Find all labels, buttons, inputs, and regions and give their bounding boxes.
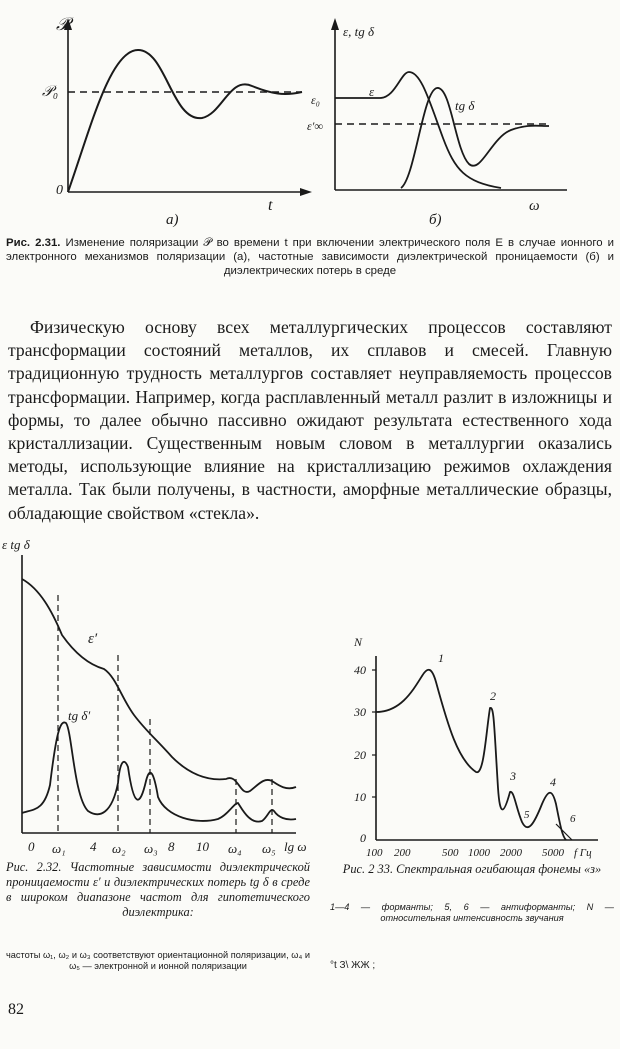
- t-axis-label: t: [268, 197, 273, 214]
- body-paragraph: Физическую основу всех металлургических процессов составляют трансформации состояний металлов, их сплавов и смесей. Главную традиционную трудность металлургов составляет неуправляемость процессов трансформации. Например, когда расплавленный металл разлит в изложницы и формы, то далее обычно пассивно ожидают результата естественного хода кристаллизации. Существенным новым словом в металлургии оказались методы, использующие влияние на кристаллизацию режимов охлаждения металла. Так были получены, в частности, аморфные металлические образцы, обладающие свойством «стекла».: [8, 317, 612, 523]
- caption-number: Рис. 2.31.: [6, 237, 61, 249]
- x-axis-label: lg ω: [284, 839, 307, 854]
- figure-2-33-caption: [330, 862, 614, 877]
- peak-label-6: 6: [570, 813, 576, 825]
- x-tick-w1: ω₁: [52, 841, 66, 856]
- x-tick-2000: 2000: [500, 847, 522, 859]
- p-axis-label: 𝒫: [56, 14, 69, 34]
- x-tick-200: 200: [394, 847, 411, 859]
- x-tick-1000: 1000: [468, 847, 490, 859]
- tgdelta-curve-label: tg δ: [455, 98, 475, 113]
- tgdelta-curve: [401, 88, 549, 188]
- note-text: 1—4 — форманты; 5, 6 — антиформанты; N — относительная интенсивность звучания: [330, 902, 614, 923]
- stray-marks: °t З\ ЖЖ ;: [330, 960, 376, 971]
- note-text: частоты ω₁, ω₂ и ω₃ соответствуют ориентационной поляризации, ω₄ и ω₅ — электронной и ионной поляризации: [6, 950, 310, 971]
- subfigure-b-label: б): [429, 212, 442, 228]
- figure-2-31b: [305, 10, 595, 230]
- caption-text: Изменение поляризации 𝒫 во времени t при включении электрического поля E в случае ионного и электронного механизмов поляризации (а), частотные зависимости диэлектрической проницаемости (б) и диэлектрических потерь в среде: [6, 237, 614, 277]
- epsinf-label: ε′∞: [307, 119, 323, 133]
- figure-2-33: [346, 628, 606, 868]
- y-axis-label: ε tg δ: [2, 537, 30, 552]
- y-tick-0: 0: [360, 831, 366, 845]
- polarization-curve: [68, 50, 302, 192]
- peak-label-5: 5: [524, 809, 530, 821]
- y-tick-10: 10: [354, 790, 366, 804]
- spectral-envelope-curve: [376, 670, 566, 840]
- figure-2-31-caption: [6, 236, 614, 278]
- tgdelta-prime-label: tg δ′: [68, 708, 91, 723]
- epsilon-prime-label: ε′: [88, 631, 98, 647]
- tgdelta-prime-curve: [22, 722, 296, 821]
- x-tick-100: 100: [366, 847, 383, 859]
- x-tick-10: 10: [196, 839, 209, 854]
- figure-2-31a: [40, 10, 320, 230]
- peak-label-4: 4: [550, 775, 556, 789]
- x-tick-w2: ω₂: [112, 841, 126, 856]
- x-tick-w3: ω₃: [144, 841, 158, 856]
- eps0-label: ε₀: [311, 93, 320, 107]
- peak-label-2: 2: [490, 689, 496, 703]
- x-tick-w5: ω₅: [262, 841, 276, 856]
- peak-label-3: 3: [510, 769, 516, 783]
- figure-2-32-note: [6, 950, 310, 972]
- caption-text: Рис. 2 33. Спектральная огибающая фонемы «з»: [342, 862, 602, 876]
- epsilon-curve: [335, 72, 501, 188]
- x-tick-w4: ω₄: [228, 841, 242, 856]
- p0-label: 𝒫₀: [42, 84, 59, 100]
- axis-y-arrow: [331, 18, 339, 30]
- x-tick-4: 4: [90, 839, 97, 854]
- x-tick-8: 8: [168, 839, 175, 854]
- omega-axis-label: ω: [529, 198, 540, 214]
- x-axis-label: f Гц: [574, 847, 592, 859]
- y-axis-label: ε, tg δ: [343, 24, 375, 39]
- y-tick-30: 30: [354, 705, 366, 719]
- figure-2-33-note: [330, 902, 614, 924]
- figure-2-32: [0, 535, 310, 855]
- origin-label: 0: [56, 183, 63, 198]
- caption-text: Рис. 2.32. Частотные зависимости диэлектрической проницаемости ε′ и диэлектрических потерь tg δ в среде в широком диапазоне частот для гипотетического диэлектрика:: [6, 860, 310, 919]
- figure-2-32-caption: [6, 860, 310, 920]
- subfigure-a-label: а): [166, 212, 179, 228]
- epsilon-prime-curve: [22, 579, 296, 792]
- x-tick-0: 0: [28, 839, 35, 854]
- x-tick-500: 500: [442, 847, 459, 859]
- page-number: 82: [8, 1001, 24, 1018]
- epsilon-curve-label: ε: [369, 84, 375, 99]
- y-tick-40: 40: [354, 663, 366, 677]
- x-tick-5000: 5000: [542, 847, 564, 859]
- y-axis-label: N: [354, 635, 363, 649]
- peak-label-1: 1: [438, 651, 444, 665]
- y-tick-20: 20: [354, 748, 366, 762]
